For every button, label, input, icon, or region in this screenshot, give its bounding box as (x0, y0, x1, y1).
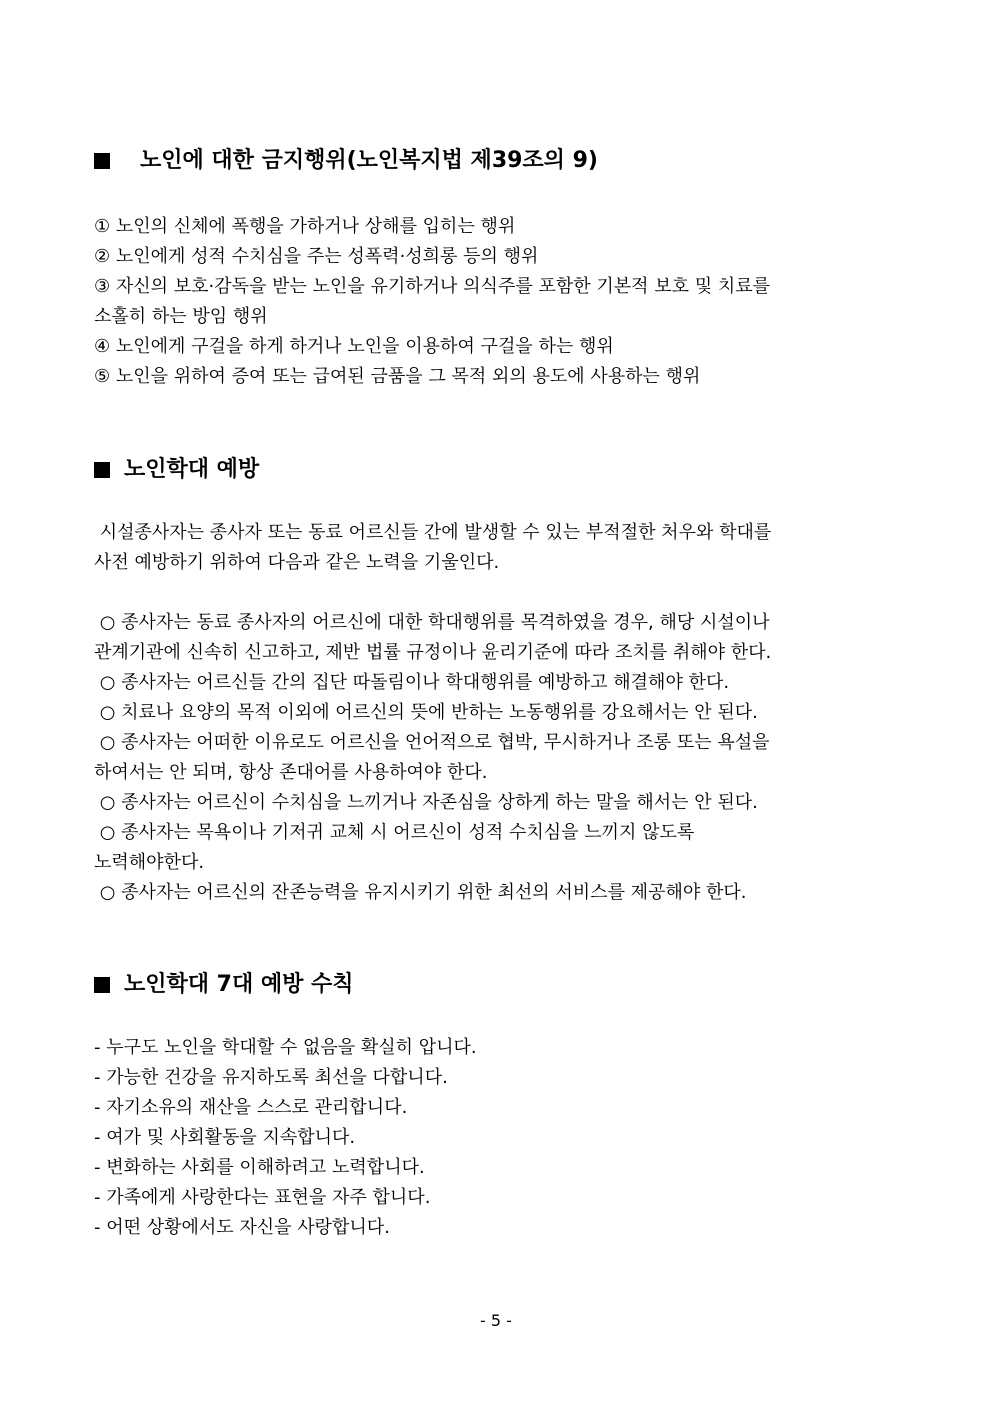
section-seven-rules (94, 970, 894, 1243)
list-item: ○ 종사자는 동료 종사자의 어르신에 대한 학대행위를 목격하였을 경우, 해당 시설이나 (94, 612, 770, 633)
section-heading-text: 노인에 대한 금지행위(노인복지법 제39조의 9) (140, 148, 598, 173)
black-square-bullet-icon (94, 977, 110, 993)
prevention-list (94, 608, 894, 908)
list-item: ② 노인에게 성적 수치심을 주는 성폭력·성희롱 등의 행위 (94, 246, 539, 267)
section-heading (94, 970, 894, 1000)
section-heading (94, 146, 894, 176)
list-item: 하여서는 안 되며, 항상 존대어를 사용하여야 한다. (94, 762, 488, 783)
rules-list (94, 1033, 894, 1243)
list-item: ○ 치료나 요양의 목적 이외에 어르신의 뜻에 반하는 노동행위를 강요해서는 안 된다. (94, 702, 758, 723)
list-item: ○ 종사자는 목욕이나 기저귀 교체 시 어르신이 성적 수치심을 느끼지 않도록 (94, 822, 695, 843)
list-item: ○ 종사자는 어르신들 간의 집단 따돌림이나 학대행위를 예방하고 해결해야 한다. (94, 672, 730, 693)
list-item: ④ 노인에게 구걸을 하게 하거나 노인을 이용하여 구걸을 하는 행위 (94, 336, 614, 357)
list-item: - 가능한 건강을 유지하도록 최선을 다합니다. (94, 1067, 448, 1088)
prohibited-acts-list (94, 212, 894, 392)
black-square-bullet-icon (94, 153, 110, 169)
list-item: - 변화하는 사회를 이해하려고 노력합니다. (94, 1157, 425, 1178)
intro-paragraph (94, 518, 894, 578)
list-item: 관계기관에 신속히 신고하고, 제반 법률 규정이나 윤리기준에 따라 조치를 취해야 한다. (94, 642, 772, 663)
list-item: ⑤ 노인을 위하여 증여 또는 급여된 금품을 그 목적 외의 용도에 사용하는 행위 (94, 366, 701, 387)
paragraph-line: 시설종사자는 종사자 또는 동료 어르신들 간에 발생할 수 있는 부적절한 처우와 학대를 (94, 522, 772, 543)
page-number: - 5 - (480, 1311, 512, 1330)
list-item: 노력해야한다. (94, 852, 205, 873)
list-item: ○ 종사자는 어떠한 이유로도 어르신을 언어적으로 협박, 무시하거나 조롱 또는 욕설을 (94, 732, 770, 753)
section-heading (94, 455, 894, 485)
section-heading-text: 노인학대 예방 (124, 457, 260, 482)
section-abuse-prevention (94, 455, 894, 908)
section-heading-text: 노인학대 7대 예방 수칙 (124, 972, 354, 997)
list-item: - 여가 및 사회활동을 지속합니다. (94, 1127, 356, 1148)
list-item: 소홀히 하는 방임 행위 (94, 306, 268, 327)
list-item: - 누구도 노인을 학대할 수 없음을 확실히 압니다. (94, 1037, 477, 1058)
black-square-bullet-icon (94, 462, 110, 478)
section-prohibited-acts (94, 146, 894, 392)
list-item: - 자기소유의 재산을 스스로 관리합니다. (94, 1097, 408, 1118)
list-item: - 가족에게 사랑한다는 표현을 자주 합니다. (94, 1187, 431, 1208)
list-item: ○ 종사자는 어르신의 잔존능력을 유지시키기 위한 최선의 서비스를 제공해야 한다. (94, 882, 747, 903)
list-item: ○ 종사자는 어르신이 수치심을 느끼거나 자존심을 상하게 하는 말을 해서는 안 된다. (94, 792, 758, 813)
list-item: ③ 자신의 보호·감독을 받는 노인을 유기하거나 의식주를 포함한 기본적 보호 및 치료를 (94, 276, 770, 297)
list-item: ① 노인의 신체에 폭행을 가하거나 상해를 입히는 행위 (94, 216, 516, 237)
paragraph-line: 사전 예방하기 위하여 다음과 같은 노력을 기울인다. (94, 552, 500, 573)
list-item: - 어떤 상황에서도 자신을 사랑합니다. (94, 1217, 390, 1238)
